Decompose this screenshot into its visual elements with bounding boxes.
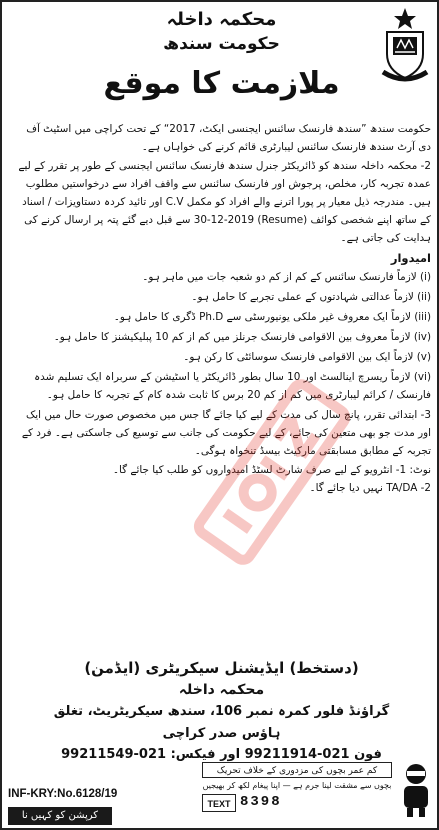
intro-paragraph: حکومت سندھ ”سندھ فارنسک سائنس ایجنسی ایکٹ، 2017“ کے تحت کراچی میں اسٹیٹ آف دی آرٹ سندھ فارنسک سائنس لیبارٹری قائم کرنے کی خواہاں ہے۔: [26, 123, 431, 153]
department-name: محکمہ داخلہ: [166, 9, 277, 30]
anti-corruption-banner: کرپشن کو کہیں نا: [8, 807, 112, 825]
candidate-heading: امیدوار: [390, 251, 431, 265]
mascot-icon: [398, 762, 434, 818]
government-name: حکومت سندھ: [163, 34, 280, 54]
requirement-item: (vi) لازماً ریسرچ اینالسٹ اور 10 سال بطور ڈائریکٹر یا اسٹیشن کے سربراہ ایک تسلیم شدہ فارنسک / کرائم لیبارٹری میں کم از کم 20 برس کا ثابت شدہ کام کے تجربہ کا حامل ہو۔: [34, 371, 431, 401]
office-address: گراؤنڈ فلور کمرہ نمبر 106، سندھ سیکریٹریٹ، تغلق ہاؤس صدر کراچی: [53, 704, 390, 741]
paragraph-3: 3- ابتدائی تقرر، پانچ سال کی مدت کے لیے کیا جائے گا جس میں مخصوص صورت حال میں ایک اور مدت جو بھی متعین کی جائے، کے لیے حکومت کی جانب سے توسیع کی جاسکتی ہے۔ فرد کے تجربہ کے مطابق مسابقتی مارکیٹ بیسڈ تنخواہ ہوگی۔: [21, 409, 431, 457]
contact-numbers: فون 021-99211914 اور فیکس: 021-99211549: [61, 747, 382, 762]
requirement-item: (ii) لازماً عدالتی شہادتوں کے عملی تجربے کا حامل ہو۔: [191, 291, 431, 303]
advertisement-body: [12, 120, 431, 497]
signature-block: [42, 657, 401, 765]
signatory: (دستخط) ایڈیشنل سیکریٹری (ایڈمن): [84, 659, 359, 677]
note-1: نوٹ: 1- انٹرویو کے لیے صرف شارٹ لسٹڈ امیدواروں کو طلب کیا جائے گا۔: [112, 464, 431, 476]
child-labour-notice: [202, 762, 392, 822]
page-title: ملازمت کا موقع: [103, 66, 340, 101]
notice-headline: کم عمر بچوں کی مزدوری کے خلاف تحریک: [202, 762, 392, 778]
sms-label: TEXT: [202, 794, 236, 812]
paragraph-2: 2- محکمہ داخلہ سندھ کو ڈائریکٹر جنرل سندھ فارنسک سائنس ایجنسی کے طور پر تقرر کے لیے عمدہ تجربہ کار، مخلص، پرجوش اور فارنسک سائنس سے واقف افراد سے درخواستیں مطلوب ہیں۔ مندرجہ ذیل معیار پر پورا اترنے والے افراد کو مکمل C.V اور تائید کردہ دستاویزات / اسناد کے ساتھ اپنے شخصی کوائف (Resume) 30-12-2019 سے قبل دیے گئے پتہ پر ارسال کرنے کی ہدایت کی جاتی ہے۔: [18, 160, 431, 244]
notice-subline: بچوں سے مشقت لینا جرم ہے — اپنا پیغام لکھ کر بھیجیں: [202, 781, 392, 790]
sindh-government-emblem-icon: [379, 6, 431, 84]
note-2: 2- TA/DA نہیں دیا جائے گا۔: [309, 482, 431, 494]
requirement-item: (v) لازماً ایک بین الاقوامی فارنسک سوسائٹی کا رکن ہو۔: [183, 351, 431, 363]
header: [2, 8, 439, 104]
requirement-item: (iii) لازماً ایک معروف غیر ملکی یونیورسٹی سے Ph.D ڈگری کا حامل ہو۔: [113, 311, 431, 323]
requirement-item: (i) لازماً فارنسک سائنس کے کم از کم دو شعبہ جات میں ماہر ہو۔: [142, 271, 431, 283]
notes: [12, 461, 431, 497]
reference-number: INF-KRY:No.6128/19: [8, 788, 118, 800]
office-name: محکمہ داخلہ: [178, 682, 265, 698]
requirement-item: (iv) لازماً معروف بین الاقوامی فارنسک جرنلز میں کم از کم 10 پبلیکیشنز کا حامل ہو۔: [53, 331, 431, 343]
sms-number: 8398: [240, 794, 282, 810]
